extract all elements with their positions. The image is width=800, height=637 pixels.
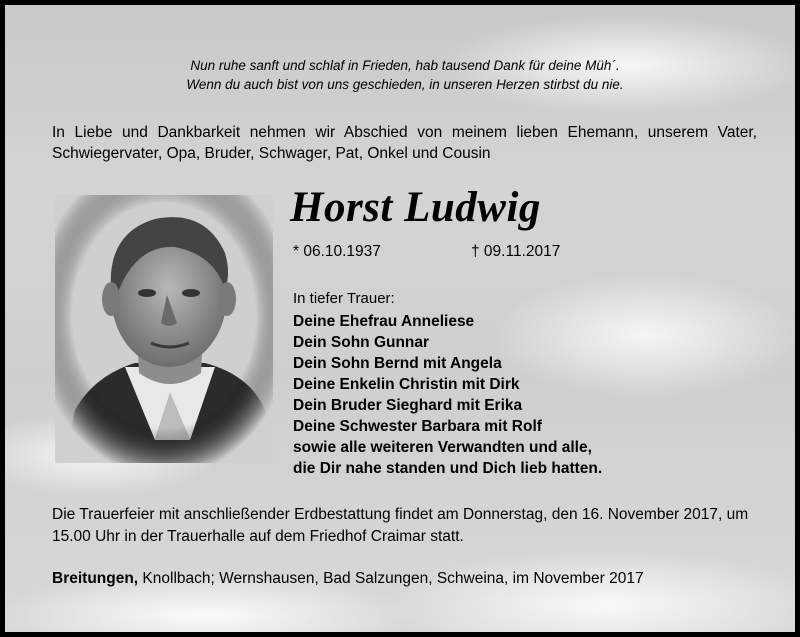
- list-item: Deine Ehefrau Anneliese: [293, 313, 475, 330]
- list-item: Deine Enkelin Christin mit Dirk: [293, 376, 520, 393]
- list-item: Dein Sohn Bernd mit Angela: [293, 355, 502, 372]
- list-item: Deine Schwester Barbara mit Rolf: [293, 418, 542, 435]
- list-item: die Dir nahe standen und Dich lieb hatten.: [293, 460, 603, 477]
- place-rest: Knollbach; Wernshausen, Bad Salzungen, Schweina, im November 2017: [138, 570, 644, 587]
- funeral-details: Die Trauerfeier mit anschließender Erdbestattung findet am Donnerstag, den 16. November 2017, um 15.00 Uhr in der Trauerhalle auf dem Friedhof Craimar statt.: [52, 506, 749, 545]
- mourners-list: [293, 311, 602, 479]
- mourning-label: In tiefer Trauer:: [293, 290, 395, 307]
- list-item: Dein Sohn Gunnar: [293, 334, 430, 351]
- poem-line-1: Nun ruhe sanft und schlaf in Frieden, hab tausend Dank für deine Müh´.: [190, 58, 620, 73]
- place-line: [52, 570, 644, 588]
- death-date: † 09.11.2017: [471, 243, 561, 260]
- deceased-name: Horst Ludwig: [290, 184, 541, 231]
- list-item: Dein Bruder Sieghard mit Erika: [293, 397, 523, 414]
- place-primary: Breitungen,: [52, 570, 139, 587]
- portrait-photo: [55, 195, 273, 463]
- intro-text: In Liebe und Dankbarkeit nehmen wir Abschied von meinem lieben Ehemann, unserem Vater, Schwiegervater, Opa, Bruder, Schwager, Pat, Onkel und Cousin: [52, 124, 757, 162]
- poem-line-2: Wenn du auch bist von uns geschieden, in unseren Herzen stirbst du nie.: [186, 77, 624, 92]
- birth-date: * 06.10.1937: [293, 243, 381, 260]
- portrait-image: [55, 195, 273, 463]
- list-item: sowie alle weiteren Verwandten und alle,: [293, 439, 592, 456]
